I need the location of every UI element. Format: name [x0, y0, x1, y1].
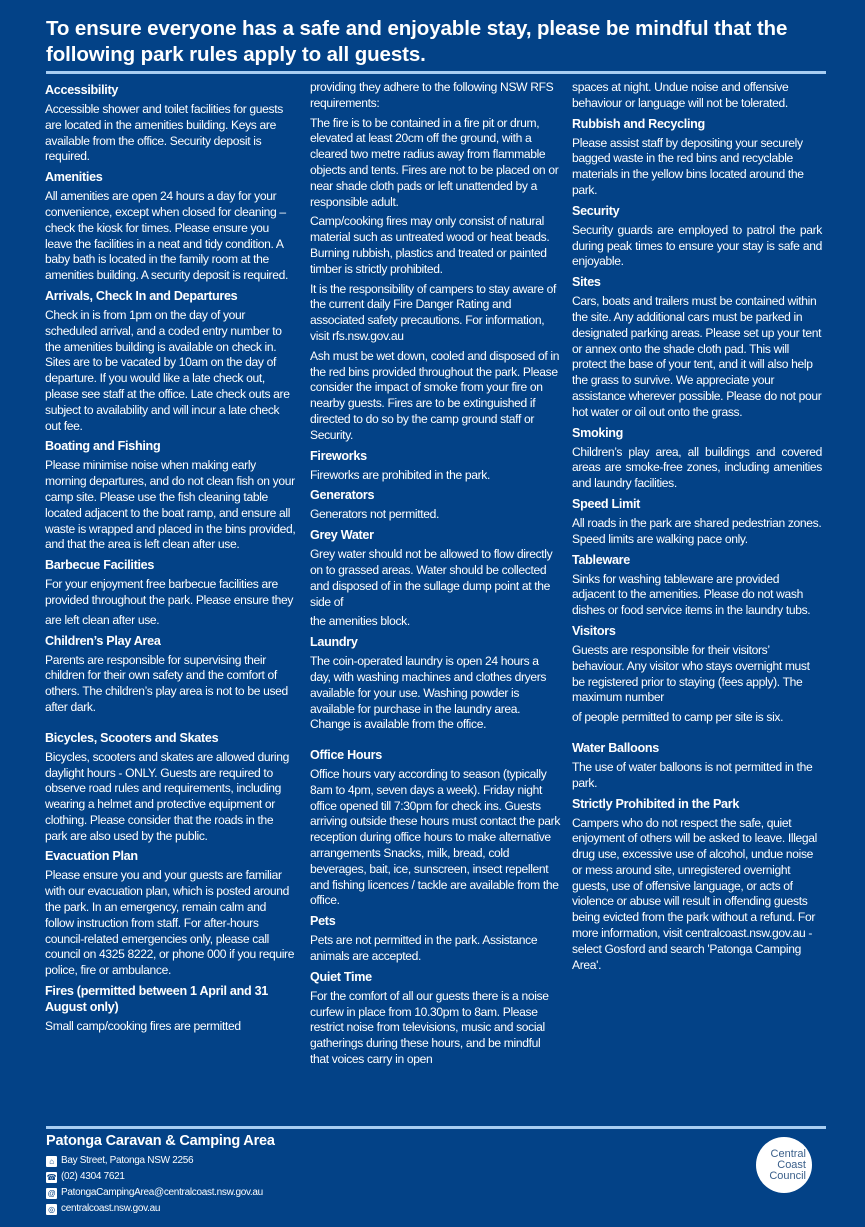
section-title: Barbecue Facilities: [45, 558, 155, 573]
section-quiet-time: [310, 969, 562, 1068]
section-smoking: [572, 425, 822, 492]
section-title: Amenities: [45, 170, 103, 185]
section-bicycles: [45, 730, 297, 845]
section-text: Accessible shower and toilet facilities for guests are located in the amenities building. Keys are available from the office. Security deposit is required.: [45, 102, 283, 164]
section-text: Generators not permitted.: [310, 507, 440, 522]
contact-website: [46, 1201, 275, 1217]
section-text: The coin-operated laundry is open 24 hours a day, with washing machines and clothes dryers available for your use. Washing powder is available for purchase in the laundry area. Change is available from the office.: [310, 654, 547, 732]
section-title: Office Hours: [310, 748, 382, 763]
section-title: Strictly Prohibited in the Park: [572, 796, 740, 811]
footer-divider: [46, 1126, 826, 1129]
section-text: Please assist staff by depositing your securely bagged waste in the red bins and recyclable materials in the yellow bins located around the park.: [572, 135, 804, 197]
section-title: Evacuation Plan: [45, 849, 138, 864]
section-text: All amenities are open 24 hours a day for your convenience, except when closed for cleaning – check the kiosk for times. Please ensure you leave the facilities in a neat and tidy condition. A baby bath is located in the family room at the amenities building. A security deposit is required.: [45, 189, 288, 283]
section-title: Security: [572, 203, 620, 218]
section-text: Pets are not permitted in the park. Assistance animals are accepted.: [310, 933, 538, 964]
section-text: are left clean after use.: [45, 612, 160, 627]
section-text: Please ensure you and your guests are familiar with our evacuation plan, which is posted around the park. In an emergency, remain calm and follow instruction from staff. For after-hours council-related emergencies only, please call council on 4325 8222, or phone 000 if you require police, fire or ambulance.: [45, 868, 295, 978]
phone-link[interactable]: (02) 4304 7621: [61, 1171, 125, 1182]
column-1: [45, 80, 297, 1039]
section-title: Laundry: [310, 635, 358, 650]
section-text: Sinks for washing tableware are provided adjacent to the amenities. Please do not wash dishes or food service items in the laundry tubs.: [572, 571, 811, 618]
email-icon: @: [47, 1188, 56, 1198]
section-title: Water Balloons: [572, 740, 660, 755]
section-text: Bicycles, scooters and skates are allowed during daylight hours - ONLY. Guests are required to observe road rules and requirements, including wearing a helmet and protective equipment or clothing. Please consider that the roads in the park are also used by the public.: [45, 749, 290, 843]
section-title: Quiet Time: [310, 969, 372, 984]
section-text: providing they adhere to the following NSW RFS requirements:: [310, 80, 554, 110]
section-title: Speed Limit: [572, 496, 641, 511]
section-text: For your enjoyment free barbecue facilities are provided throughout the park. Please ensure they: [45, 577, 294, 607]
contact-address: [46, 1153, 275, 1169]
section-visitors: [572, 623, 822, 726]
section-text: spaces at night. Undue noise and offensive behaviour or language will not be tolerated.: [572, 80, 789, 110]
section-text: Office hours vary according to season (typically 8am to 4pm, seven days a week). Friday night office opened till 7:30pm for check ins. Guests arriving outside these hours must contact the park reception during office hours to make alternative arrangements Snacks, milk, bread, cold beverages, bait, ice, sunscreen, insect repellent and fishing licences / tackle are available from the office.: [310, 767, 561, 908]
logo-line: Central: [770, 1147, 806, 1160]
logo-line: Council: [769, 1169, 806, 1182]
column-3: [572, 80, 822, 977]
section-text: The use of water balloons is not permitted in the park.: [572, 759, 813, 790]
section-title: Boating and Fishing: [45, 439, 161, 454]
section-title: Pets: [310, 914, 336, 929]
section-fires-continued: [310, 80, 562, 444]
section-text: The fire is to be contained in a fire pit or drum, elevated at least 20cm off the ground, with a cleared two metre radius away from flammable objects and tents. Fires are not to be placed on or near shade cloth pads or left unattended by a responsible adult.: [310, 115, 559, 209]
section-text: Check in is from 1pm on the day of your scheduled arrival, and a coded entry number to the amenities building is available on check in. Sites are to be vacated by 10am on the day of departure. If you would like a late check out, please see staff at the office. Late check outs are subject to availability and will incur a late check out fee.: [45, 307, 290, 433]
section-fires: [45, 983, 297, 1035]
section-arrivals: [45, 288, 297, 434]
website-link[interactable]: centralcoast.nsw.gov.au: [61, 1203, 161, 1214]
section-fireworks: [310, 448, 562, 484]
footer: [46, 1131, 275, 1217]
section-text: Small camp/cooking fires are permitted: [45, 1019, 241, 1034]
section-title: Grey Water: [310, 528, 374, 543]
section-security: [572, 203, 822, 270]
section-boating: [45, 438, 297, 553]
section-water-balloons: [572, 740, 822, 792]
header-divider: [46, 71, 826, 74]
section-text: of people permitted to camp per site is six.: [572, 710, 784, 725]
section-title: Fireworks: [310, 448, 367, 463]
section-accessibility: [45, 82, 297, 165]
section-grey-water: [310, 527, 562, 630]
section-generators: [310, 487, 562, 523]
section-barbecue: [45, 557, 297, 628]
section-tableware: [572, 552, 822, 619]
email-link[interactable]: PatongaCampingArea@centralcoast.nsw.gov.au: [61, 1187, 263, 1198]
section-text: It is the responsibility of campers to stay aware of the current daily Fire Danger Rating and associated safety precautions. For information, visit rfs.nsw.gov.au: [310, 281, 556, 343]
address-text: Bay Street, Patonga NSW 2256: [61, 1155, 194, 1166]
section-text: Grey water should not be allowed to flow directly on to grassed areas. Water should be collected and disposed of in the sullage dump point at the side of: [310, 547, 553, 609]
section-office-hours: [310, 747, 562, 909]
section-title: Children’s Play Area: [45, 633, 161, 648]
section-title: Accessibility: [45, 83, 119, 97]
section-text: Ash must be wet down, cooled and disposed of in the red bins provided throughout the park. Please consider the impact of smoke from your fire on nearby guests. Fires are to be extinguished if directed to do so by the camp ground staff or Security.: [310, 348, 560, 442]
section-text: For the comfort of all our guests there is a noise curfew in place from 10.30pm to 8am. Please restrict noise from televisions, music and social gatherings during these hours, and be mindful that voices carry in open: [310, 988, 549, 1067]
section-childrens-play: [45, 633, 297, 716]
rules-columns: [45, 80, 825, 1120]
section-quiet-time-continued: [572, 80, 822, 112]
section-title: Sites: [572, 275, 601, 290]
section-evacuation: [45, 848, 297, 979]
section-text: Children’s play area, all buildings and covered areas are smoke-free zones, including amenities and laundry facilities.: [572, 444, 822, 491]
section-text: Cars, boats and trailers must be contained within the site. Any additional cars must be parked in designated parking areas. Please set up your tent or annex onto the shade cloth pad. This will protect the base of your tent, and it will also help the grass to survive. We appreciate your assistance wherever possible. Please do not pour hot water or oil out onto the grass.: [572, 294, 822, 419]
section-title: Visitors: [572, 623, 616, 638]
central-coast-council-logo: [756, 1137, 812, 1193]
section-text: Guests are responsible for their visitors’ behaviour. Any visitor who stays overnight must be registered prior to staying (fees apply). The maximum number: [572, 642, 810, 705]
web-icon: ◎: [46, 1204, 57, 1215]
section-title: Arrivals, Check In and Departures: [45, 288, 238, 303]
section-title: Bicycles, Scooters and Skates: [45, 730, 219, 745]
section-text: Campers who do not respect the safe, quiet enjoyment of others will be asked to leave. Illegal drug use, excessive use of alcohol, undue noise or mess around site, unregistered overnight guests, use of offensive language, or acts of violence or abuse will result in offending guests being evicted from the park without a refund. For more information, visit centralcoast.nsw.gov.au - select Gosford and search 'Patonga Camping Area'.: [572, 815, 818, 972]
section-title: Smoking: [572, 425, 624, 440]
park-name: Patonga Caravan & Camping Area: [46, 1133, 275, 1149]
section-text: Parents are responsible for supervising their children for their own safety and the comfort of others. The children’s play area is not to be used after dark.: [45, 652, 288, 714]
section-prohibited: [572, 796, 822, 974]
section-text: All roads in the park are shared pedestrian zones. Speed limits are walking pace only.: [572, 515, 822, 546]
column-2: [310, 80, 562, 1072]
section-title: Fires (permitted between 1 April and 31 August only): [45, 984, 268, 1015]
section-sites: [572, 274, 822, 420]
section-text: Please minimise noise when making early morning departures, and do not clean fish on your camp site. Please use the fish cleaning table located adjacent to the boat ramp, and ensure all waste is wrapped and placed in the bins provided, and that the area is left clean after use.: [45, 458, 296, 552]
section-text: the amenities block.: [310, 614, 410, 629]
logo-line: Coast: [777, 1158, 806, 1171]
section-speed-limit: [572, 496, 822, 548]
contact-email: [46, 1185, 275, 1201]
section-title: Rubbish and Recycling: [572, 116, 705, 131]
section-laundry: [310, 634, 562, 733]
section-title: Generators: [310, 488, 375, 503]
section-pets: [310, 913, 562, 965]
phone-icon: ☎: [46, 1172, 57, 1182]
section-amenities: [45, 169, 297, 284]
page-title: To ensure everyone has a safe and enjoyable stay, please be mindful that the following park rules apply to all guests.: [46, 17, 788, 66]
section-text: Security guards are employed to patrol the park during peak times to ensure your stay is safe and enjoyable.: [572, 222, 822, 269]
section-rubbish: [572, 116, 822, 199]
section-text: Camp/cooking fires may only consist of natural material such as untreated wood or heat beads. Burning rubbish, plastics and treated or painted timber is strictly prohibited.: [310, 214, 550, 276]
section-text: Fireworks are prohibited in the park.: [310, 467, 490, 482]
page-header: [46, 16, 826, 68]
section-title: Tableware: [572, 552, 630, 567]
home-icon: ⌂: [46, 1156, 57, 1167]
contact-phone: [46, 1169, 275, 1185]
